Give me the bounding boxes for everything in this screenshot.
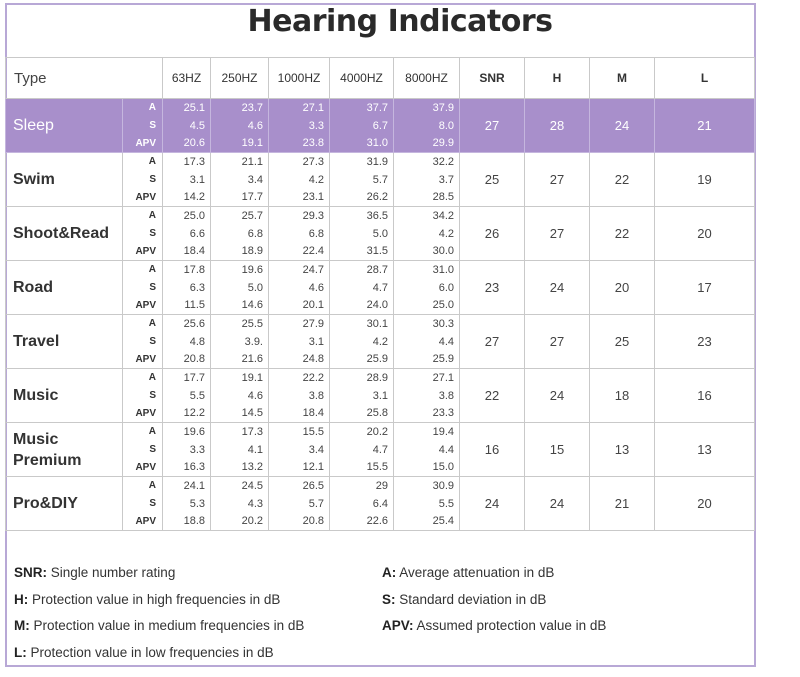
freq-value: 8.0	[394, 117, 460, 135]
row-label: APV	[123, 351, 163, 369]
table-body	[6, 99, 755, 531]
freq-value: 24.5	[211, 477, 269, 495]
freq-value: 4.2	[330, 333, 394, 351]
summary-l: 20	[655, 207, 755, 261]
freq-value: 17.7	[211, 189, 269, 207]
header-freq: 4000HZ	[330, 58, 394, 99]
summary-h: 24	[525, 261, 590, 315]
summary-snr: 24	[460, 477, 525, 531]
summary-snr: 26	[460, 207, 525, 261]
freq-value: 25.9	[330, 351, 394, 369]
freq-value: 5.0	[330, 225, 394, 243]
freq-value: 31.0	[330, 135, 394, 153]
summary-snr: 27	[460, 315, 525, 369]
freq-value: 6.4	[330, 495, 394, 513]
row-label: APV	[123, 243, 163, 261]
freq-value: 6.3	[163, 279, 211, 297]
freq-value: 20.8	[269, 513, 330, 531]
legend-term: M:	[14, 618, 30, 633]
freq-value: 3.8	[394, 387, 460, 405]
row-label: A	[123, 423, 163, 441]
freq-value: 34.2	[394, 207, 460, 225]
group-name: Sleep	[6, 99, 123, 153]
table-row	[6, 315, 755, 333]
freq-value: 5.7	[269, 495, 330, 513]
summary-l: 19	[655, 153, 755, 207]
freq-value: 5.5	[394, 495, 460, 513]
legend-item	[382, 587, 606, 614]
freq-value: 27.1	[394, 369, 460, 387]
legend-term: A:	[382, 565, 397, 580]
row-label: APV	[123, 405, 163, 423]
legend-desc: Protection value in high frequencies in dB	[28, 591, 281, 607]
row-label: S	[123, 171, 163, 189]
freq-value: 19.6	[163, 423, 211, 441]
freq-value: 28.5	[394, 189, 460, 207]
summary-h: 24	[525, 477, 590, 531]
summary-h: 28	[525, 99, 590, 153]
freq-value: 6.8	[269, 225, 330, 243]
legend-item	[382, 560, 606, 587]
group-name: Swim	[6, 153, 123, 207]
legend-desc: Average attenuation in dB	[396, 565, 555, 580]
header-type: Type	[6, 58, 163, 99]
table-row	[6, 99, 755, 117]
header-l: L	[655, 58, 755, 99]
freq-value: 19.1	[211, 135, 269, 153]
freq-value: 17.3	[163, 153, 211, 171]
header-row	[6, 58, 755, 99]
freq-value: 27.3	[269, 153, 330, 171]
group-name: Shoot&Read	[6, 207, 123, 261]
freq-value: 13.2	[211, 459, 269, 477]
freq-value: 27.1	[269, 99, 330, 117]
freq-value: 4.2	[394, 225, 460, 243]
freq-value: 37.7	[330, 99, 394, 117]
freq-value: 3.4	[211, 171, 269, 189]
freq-value: 24.1	[163, 477, 211, 495]
summary-h: 27	[525, 153, 590, 207]
freq-value: 25.7	[211, 207, 269, 225]
freq-value: 20.8	[163, 351, 211, 369]
row-label: A	[123, 153, 163, 171]
freq-value: 6.7	[330, 117, 394, 135]
legend-term: H:	[14, 591, 29, 607]
freq-value: 25.4	[394, 513, 460, 531]
freq-value: 19.4	[394, 423, 460, 441]
summary-l: 20	[655, 477, 755, 531]
header-freq: 250HZ	[211, 58, 269, 99]
group-name: Music	[6, 369, 123, 423]
freq-value: 3.9.	[211, 333, 269, 351]
freq-value: 17.3	[211, 423, 269, 441]
row-label: S	[123, 333, 163, 351]
freq-value: 15.0	[394, 459, 460, 477]
freq-value: 25.0	[163, 207, 211, 225]
row-label: S	[123, 387, 163, 405]
table-row	[6, 207, 755, 225]
freq-value: 4.6	[211, 117, 269, 135]
legend-right	[382, 560, 606, 640]
table-row	[6, 261, 755, 279]
freq-value: 4.4	[394, 333, 460, 351]
freq-value: 5.5	[163, 387, 211, 405]
summary-m: 24	[590, 99, 655, 153]
freq-value: 5.3	[163, 495, 211, 513]
row-label: A	[123, 99, 163, 117]
freq-value: 23.1	[269, 189, 330, 207]
group-name: Road	[6, 261, 123, 315]
freq-value: 15.5	[330, 459, 394, 477]
legend-desc: Protection value in low frequencies in dB	[26, 644, 274, 660]
group-name: Pro&DIY	[6, 477, 123, 531]
freq-value: 20.6	[163, 135, 211, 153]
legend-item	[382, 613, 606, 640]
freq-value: 31.9	[330, 153, 394, 171]
row-label: A	[123, 315, 163, 333]
freq-value: 6.0	[394, 279, 460, 297]
legend-desc: Standard deviation in dB	[395, 591, 547, 607]
legend-term: S:	[382, 591, 396, 607]
row-label: APV	[123, 513, 163, 531]
summary-snr: 25	[460, 153, 525, 207]
freq-value: 3.3	[269, 117, 330, 135]
freq-value: 30.0	[394, 243, 460, 261]
row-label: A	[123, 261, 163, 279]
freq-value: 23.3	[394, 405, 460, 423]
freq-value: 18.4	[269, 405, 330, 423]
freq-value: 21.6	[211, 351, 269, 369]
row-label: S	[123, 225, 163, 243]
legend-item	[14, 560, 304, 587]
freq-value: 14.2	[163, 189, 211, 207]
row-label: A	[123, 207, 163, 225]
freq-value: 29.3	[269, 207, 330, 225]
group-name: Music Premium	[6, 423, 123, 477]
row-label: A	[123, 477, 163, 495]
summary-snr: 23	[460, 261, 525, 315]
group-name: Travel	[6, 315, 123, 369]
freq-value: 26.5	[269, 477, 330, 495]
freq-value: 37.9	[394, 99, 460, 117]
legend-desc: Single number rating	[47, 565, 176, 580]
freq-value: 17.8	[163, 261, 211, 279]
freq-value: 25.0	[394, 297, 460, 315]
legend-item	[14, 587, 304, 614]
page-title: Hearing Indicators	[247, 4, 553, 39]
legend-item	[14, 613, 304, 640]
header-snr: SNR	[460, 58, 525, 99]
summary-m: 13	[590, 423, 655, 477]
freq-value: 4.5	[163, 117, 211, 135]
row-label: APV	[123, 189, 163, 207]
summary-l: 17	[655, 261, 755, 315]
summary-h: 24	[525, 369, 590, 423]
summary-h: 27	[525, 315, 590, 369]
row-label: APV	[123, 135, 163, 153]
summary-m: 22	[590, 153, 655, 207]
summary-l: 21	[655, 99, 755, 153]
freq-value: 4.8	[163, 333, 211, 351]
freq-value: 20.2	[330, 423, 394, 441]
freq-value: 4.7	[330, 441, 394, 459]
freq-value: 23.8	[269, 135, 330, 153]
freq-value: 26.2	[330, 189, 394, 207]
summary-l: 13	[655, 423, 755, 477]
summary-h: 27	[525, 207, 590, 261]
summary-l: 16	[655, 369, 755, 423]
freq-value: 29.9	[394, 135, 460, 153]
row-label: S	[123, 279, 163, 297]
freq-value: 25.6	[163, 315, 211, 333]
freq-value: 6.6	[163, 225, 211, 243]
summary-m: 22	[590, 207, 655, 261]
freq-value: 4.3	[211, 495, 269, 513]
legend-item	[14, 640, 304, 667]
freq-value: 3.7	[394, 171, 460, 189]
row-label: S	[123, 441, 163, 459]
freq-value: 3.1	[330, 387, 394, 405]
freq-value: 3.8	[269, 387, 330, 405]
summary-snr: 27	[460, 99, 525, 153]
freq-value: 20.2	[211, 513, 269, 531]
freq-value: 5.7	[330, 171, 394, 189]
freq-value: 23.7	[211, 99, 269, 117]
freq-value: 24.7	[269, 261, 330, 279]
freq-value: 3.1	[163, 171, 211, 189]
freq-value: 4.6	[269, 279, 330, 297]
freq-value: 28.9	[330, 369, 394, 387]
freq-value: 25.5	[211, 315, 269, 333]
freq-value: 18.9	[211, 243, 269, 261]
summary-m: 18	[590, 369, 655, 423]
table-row	[6, 369, 755, 387]
legend-term: SNR:	[14, 565, 47, 580]
freq-value: 4.4	[394, 441, 460, 459]
freq-value: 30.1	[330, 315, 394, 333]
freq-value: 19.1	[211, 369, 269, 387]
freq-value: 25.9	[394, 351, 460, 369]
freq-value: 31.0	[394, 261, 460, 279]
header-freq: 8000HZ	[394, 58, 460, 99]
table-row	[6, 153, 755, 171]
freq-value: 17.7	[163, 369, 211, 387]
freq-value: 4.7	[330, 279, 394, 297]
header-m: M	[590, 58, 655, 99]
freq-value: 11.5	[163, 297, 211, 315]
legend-desc: Assumed protection value in dB	[413, 618, 607, 633]
summary-snr: 16	[460, 423, 525, 477]
freq-value: 4.2	[269, 171, 330, 189]
freq-value: 18.8	[163, 513, 211, 531]
summary-snr: 22	[460, 369, 525, 423]
freq-value: 22.2	[269, 369, 330, 387]
freq-value: 14.5	[211, 405, 269, 423]
table-row	[6, 423, 755, 441]
header-freq: 63HZ	[163, 58, 211, 99]
row-label: APV	[123, 459, 163, 477]
freq-value: 29	[330, 477, 394, 495]
freq-value: 32.2	[394, 153, 460, 171]
freq-value: 16.3	[163, 459, 211, 477]
freq-value: 12.2	[163, 405, 211, 423]
freq-value: 25.8	[330, 405, 394, 423]
legend-term: L:	[14, 644, 27, 660]
freq-value: 31.5	[330, 243, 394, 261]
row-label: S	[123, 117, 163, 135]
freq-value: 18.4	[163, 243, 211, 261]
summary-m: 21	[590, 477, 655, 531]
freq-value: 22.4	[269, 243, 330, 261]
summary-m: 25	[590, 315, 655, 369]
row-label: A	[123, 369, 163, 387]
freq-value: 24.8	[269, 351, 330, 369]
freq-value: 3.1	[269, 333, 330, 351]
freq-value: 14.6	[211, 297, 269, 315]
freq-value: 30.3	[394, 315, 460, 333]
freq-value: 3.3	[163, 441, 211, 459]
row-label: APV	[123, 297, 163, 315]
freq-value: 20.1	[269, 297, 330, 315]
freq-value: 4.6	[211, 387, 269, 405]
freq-value: 30.9	[394, 477, 460, 495]
summary-l: 23	[655, 315, 755, 369]
summary-h: 15	[525, 423, 590, 477]
legend-desc: Protection value in medium frequencies in dB	[29, 618, 305, 633]
legend-term: APV:	[382, 618, 414, 633]
freq-value: 24.0	[330, 297, 394, 315]
freq-value: 3.4	[269, 441, 330, 459]
freq-value: 22.6	[330, 513, 394, 531]
freq-value: 15.5	[269, 423, 330, 441]
header-h: H	[525, 58, 590, 99]
freq-value: 4.1	[211, 441, 269, 459]
header-freq: 1000HZ	[269, 58, 330, 99]
hearing-indicators-table	[5, 57, 755, 531]
freq-value: 27.9	[269, 315, 330, 333]
table-row	[6, 477, 755, 495]
freq-value: 19.6	[211, 261, 269, 279]
freq-value: 12.1	[269, 459, 330, 477]
freq-value: 5.0	[211, 279, 269, 297]
freq-value: 28.7	[330, 261, 394, 279]
freq-value: 36.5	[330, 207, 394, 225]
legend-left	[14, 560, 304, 666]
summary-m: 20	[590, 261, 655, 315]
row-label: S	[123, 495, 163, 513]
freq-value: 6.8	[211, 225, 269, 243]
freq-value: 21.1	[211, 153, 269, 171]
freq-value: 25.1	[163, 99, 211, 117]
